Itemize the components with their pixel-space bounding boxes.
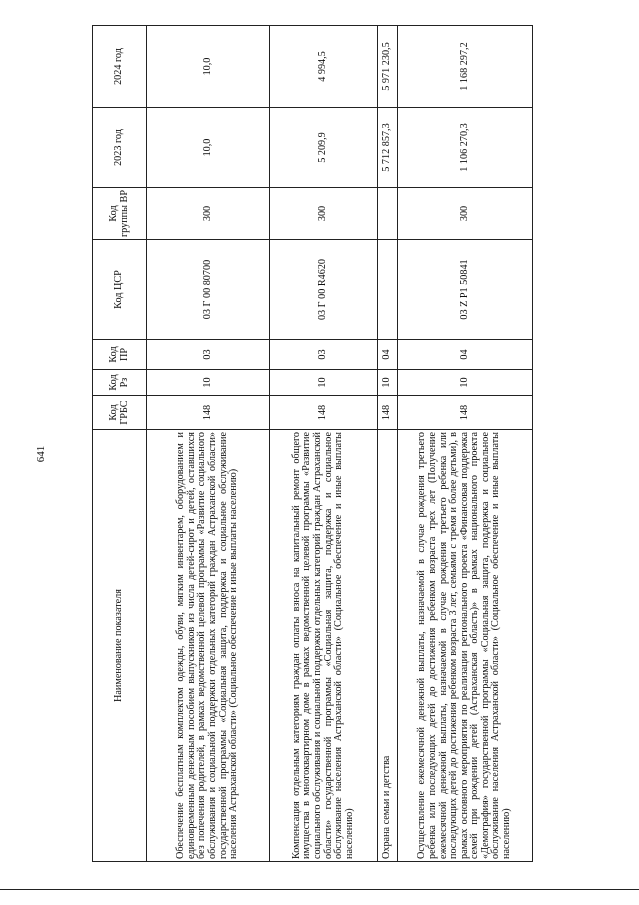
row-name: Охрана семьи и детства	[378, 430, 398, 862]
bottom-divider	[0, 889, 639, 890]
header-vr: Код группы ВР	[93, 188, 147, 240]
header-2024: 2024 год	[93, 26, 147, 108]
page-number: 641	[35, 445, 47, 463]
table-row	[398, 26, 533, 862]
table-row	[270, 26, 378, 862]
row-name: Обеспечение бесплатным комплектом одежды, обуви, мягким инвентарем, оборудованием и единовременным денежным пособием выпускников из числа детей-сирот и детей, оставшихся без попечения родителей, в рамках ведомственной целевой программы «Развитие социального обслуживания и социальной поддержки отдельных категорий граждан Астраханской области» государственной программы «Социальная защита, поддержка и социальное обслуживание населения Астраханской области» (Социальное обеспечение и иные выплаты населению)	[147, 430, 270, 862]
row-2023: 1 106 270,3	[398, 108, 533, 188]
row-csr: 03 Г 00 R4620	[270, 240, 378, 340]
row-pr: 03	[147, 340, 270, 370]
row-name: Компенсация отдельным категориям граждан оплаты взноса на капитальный ремонт общего имущества в многоквартирном доме в рамках ведомственной целевой программы «Развитие социального обслуживания и социальной поддержки отдельных категорий граждан Астраханской области» государственной программы «Социальная защита, поддержка и социальное обслуживание населения Астраханской области» (Социальное обеспечение и иные выплаты населению)	[270, 430, 378, 862]
row-csr	[378, 240, 398, 340]
row-vr	[378, 188, 398, 240]
row-2024: 5 971 230,5	[378, 26, 398, 108]
row-rz: 10	[378, 370, 398, 396]
row-rz: 10	[398, 370, 533, 396]
row-grbs: 148	[398, 396, 533, 430]
row-csr: 03 Z P1 50841	[398, 240, 533, 340]
budget-table	[92, 25, 533, 862]
header-rz: Код Рз	[93, 370, 147, 396]
table-header-row	[93, 26, 147, 862]
row-grbs: 148	[378, 396, 398, 430]
row-2024: 4 994,5	[270, 26, 378, 108]
row-name: Осуществление ежемесячной денежной выплаты, назначаемой в случае рождения третьего ребенка или последующих детей до достижения ребенком возраста трех лет (Получение ежемесячной денежной выплаты, назначаемой в случае рождения третьего ребенка или последующих детей до достижения ребенком возраста 3 лет, семьями с тремя и более детьми), в рамках основного мероприятия по реализации регионального проекта «Финансовая поддержка семей при рождении детей (Астраханская область)» в рамках национального проекта «Демография» государственной программы «Социальная защита, поддержка и социальное обслуживание населения Астраханской области» (Социальное обеспечение и иные выплаты населению)	[398, 430, 533, 862]
row-rz: 10	[270, 370, 378, 396]
row-rz: 10	[147, 370, 270, 396]
row-2024: 1 168 297,2	[398, 26, 533, 108]
header-2023: 2023 год	[93, 108, 147, 188]
header-csr: Код ЦСР	[93, 240, 147, 340]
row-2024: 10,0	[147, 26, 270, 108]
header-grbs: Код ГРБС	[93, 396, 147, 430]
row-pr: 04	[378, 340, 398, 370]
row-grbs: 148	[270, 396, 378, 430]
row-2023: 10,0	[147, 108, 270, 188]
header-name: Наименование показателя	[93, 430, 147, 862]
row-pr: 04	[398, 340, 533, 370]
table-row	[378, 26, 398, 862]
row-vr: 300	[147, 188, 270, 240]
rotated-table-container	[92, 26, 532, 862]
row-2023: 5 712 857,3	[378, 108, 398, 188]
row-vr: 300	[398, 188, 533, 240]
row-2023: 5 209,9	[270, 108, 378, 188]
row-pr: 03	[270, 340, 378, 370]
row-grbs: 148	[147, 396, 270, 430]
row-csr: 03 Г 00 80700	[147, 240, 270, 340]
header-pr: Код ПР	[93, 340, 147, 370]
row-vr: 300	[270, 188, 378, 240]
table-row	[147, 26, 270, 862]
